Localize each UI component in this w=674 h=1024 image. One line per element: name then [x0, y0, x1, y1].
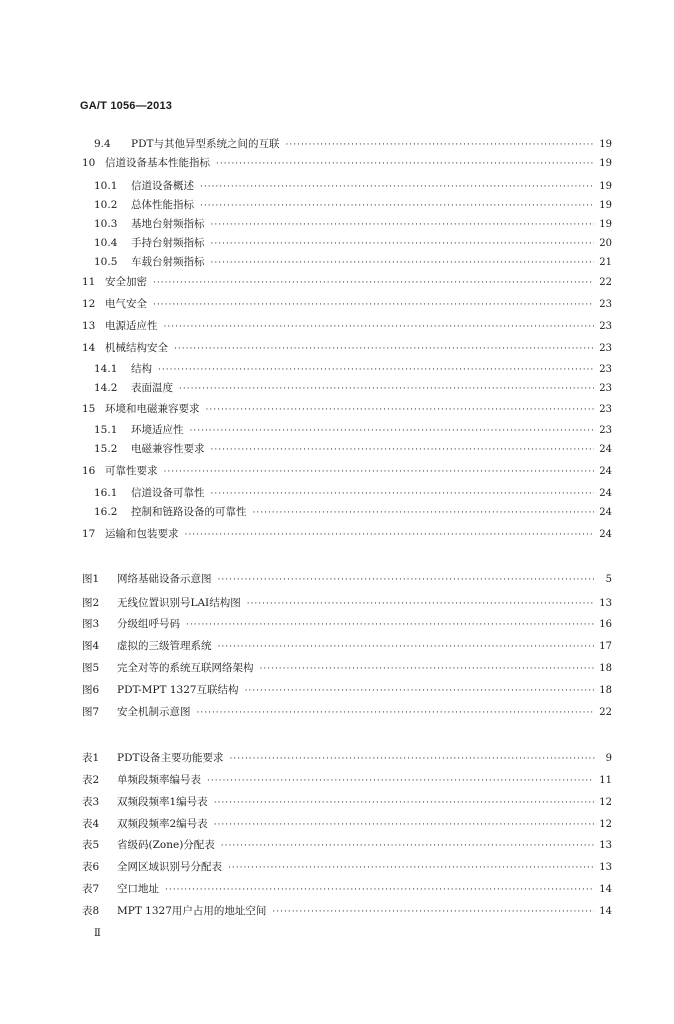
- figures-title: 虚拟的三级管理系统: [117, 640, 212, 652]
- figures-entry[interactable]: [82, 596, 612, 611]
- clauses-title: 总体性能指标: [131, 199, 194, 211]
- leader-dots: [186, 618, 594, 632]
- tables-page-number: 11: [599, 775, 612, 786]
- clauses-number: 12: [82, 298, 96, 310]
- clauses-title: 结构: [131, 363, 152, 375]
- tables-entry[interactable]: [82, 860, 612, 875]
- clauses-number: 17: [82, 528, 96, 540]
- tables-entry[interactable]: [82, 817, 612, 832]
- tables-page-number: 14: [599, 906, 612, 917]
- tables-title: MPT 1327用户占用的地址空间: [117, 905, 267, 917]
- clauses-entry[interactable]: [94, 442, 612, 457]
- tables-entry[interactable]: [82, 795, 612, 810]
- leader-dots: [218, 640, 595, 654]
- clauses-title: 电气安全: [105, 298, 147, 310]
- tables-title: PDT设备主要功能要求: [117, 752, 224, 764]
- leader-dots: [228, 861, 594, 875]
- figures-entry[interactable]: [82, 617, 612, 632]
- clauses-page-number: 24: [599, 507, 612, 518]
- leader-dots: [174, 342, 594, 356]
- clauses-title: 环境和电磁兼容要求: [105, 403, 200, 415]
- clauses-entry[interactable]: [82, 527, 612, 542]
- tables-entry[interactable]: [82, 751, 612, 766]
- clauses-number: 14.1: [94, 363, 118, 375]
- leader-dots: [207, 774, 594, 788]
- figures-title: 完全对等的系统互联网络架构: [117, 662, 254, 674]
- leader-dots: [164, 465, 595, 479]
- clauses-number: 16.1: [94, 487, 118, 499]
- clauses-entry[interactable]: [82, 341, 612, 356]
- clauses-title: 手持台射频指标: [131, 237, 205, 249]
- clauses-entry[interactable]: [94, 137, 612, 152]
- clauses-title: 控制和链路设备的可靠性: [131, 506, 247, 518]
- figures-entry[interactable]: [82, 639, 612, 654]
- figures-page-number: 18: [599, 685, 612, 696]
- leader-dots: [286, 138, 595, 152]
- leader-dots: [211, 487, 595, 501]
- tables-page-number: 14: [599, 884, 612, 895]
- leader-dots: [247, 597, 595, 611]
- clauses-title: PDT与其他异型系统之间的互联: [131, 138, 280, 150]
- clauses-number: 16: [82, 465, 96, 477]
- clauses-page-number: 24: [599, 444, 612, 455]
- tables-title: 双频段频率2编号表: [117, 818, 208, 830]
- leader-dots: [164, 320, 595, 334]
- clauses-page-number: 23: [599, 364, 612, 375]
- figures-title: PDT-MPT 1327互联结构: [117, 684, 239, 696]
- clauses-number: 9.4: [94, 138, 111, 150]
- leader-dots: [214, 796, 595, 810]
- clauses-number: 10: [82, 157, 96, 169]
- clauses-entry[interactable]: [82, 297, 612, 312]
- figures-entry[interactable]: [82, 705, 612, 720]
- clauses-entry[interactable]: [82, 464, 612, 479]
- figures-number: 图6: [82, 684, 100, 696]
- leader-dots: [218, 573, 596, 587]
- leader-dots: [200, 199, 594, 213]
- clauses-page-number: 23: [599, 383, 612, 394]
- tables-title: 全网区域识别号分配表: [117, 861, 222, 873]
- clauses-title: 车载台射频指标: [131, 256, 205, 268]
- figures-title: 无线位置识别号LAI结构图: [117, 597, 241, 609]
- figures-number: 图7: [82, 706, 100, 718]
- clauses-title: 运输和包装要求: [105, 528, 179, 540]
- figures-page-number: 13: [599, 598, 612, 609]
- clauses-page-number: 19: [599, 181, 612, 192]
- tables-page-number: 13: [599, 862, 612, 873]
- clauses-title: 电源适应性: [105, 320, 158, 332]
- figures-number: 图1: [82, 573, 100, 585]
- clauses-title: 环境适应性: [131, 424, 184, 436]
- leader-dots: [179, 382, 594, 396]
- leader-dots: [245, 684, 595, 698]
- figures-title: 分级组呼号码: [117, 618, 180, 630]
- leader-dots: [253, 506, 595, 520]
- tables-number: 表8: [82, 905, 100, 917]
- figures-page-number: 5: [605, 574, 612, 585]
- figures-page-number: 16: [599, 619, 612, 630]
- clauses-entry[interactable]: [94, 423, 612, 438]
- clauses-page-number: 23: [599, 343, 612, 354]
- leader-dots: [197, 706, 595, 720]
- leader-dots: [158, 363, 594, 377]
- clauses-number: 15.1: [94, 424, 118, 436]
- clauses-title: 基地台射频指标: [131, 218, 205, 230]
- clauses-number: 15.2: [94, 443, 118, 455]
- clauses-page-number: 23: [599, 321, 612, 332]
- leader-dots: [185, 528, 595, 542]
- tables-title: 单频段频率编号表: [117, 774, 201, 786]
- clauses-entry[interactable]: [94, 505, 612, 520]
- leader-dots: [190, 424, 595, 438]
- tables-page-number: 12: [599, 819, 612, 830]
- clauses-page-number: 24: [599, 488, 612, 499]
- clauses-title: 安全加密: [105, 276, 147, 288]
- clauses-page-number: 19: [599, 158, 612, 169]
- tables-page-number: 9: [605, 753, 612, 764]
- clauses-number: 10.3: [94, 218, 118, 230]
- tables-title: 省级码(Zone)分配表: [117, 839, 215, 851]
- clauses-entry[interactable]: [94, 362, 612, 377]
- clauses-number: 11: [82, 276, 96, 288]
- leader-dots: [214, 818, 595, 832]
- figures-page-number: 22: [599, 707, 612, 718]
- clauses-page-number: 23: [599, 425, 612, 436]
- clauses-entry[interactable]: [94, 198, 612, 213]
- figures-number: 图5: [82, 662, 100, 674]
- clauses-entry[interactable]: [82, 402, 612, 417]
- clauses-entry[interactable]: [82, 275, 612, 290]
- clauses-entry[interactable]: [94, 486, 612, 501]
- leader-dots: [272, 905, 594, 919]
- tables-number: 表6: [82, 861, 100, 873]
- figures-page-number: 18: [599, 663, 612, 674]
- tables-number: 表4: [82, 818, 100, 830]
- leader-dots: [206, 403, 595, 417]
- leader-dots: [221, 839, 594, 853]
- leader-dots: [211, 218, 595, 232]
- figures-entry[interactable]: [82, 572, 612, 587]
- tables-page-number: 12: [599, 797, 612, 808]
- document-id: GA/T 1056—2013: [80, 100, 173, 112]
- leader-dots: [165, 883, 594, 897]
- clauses-entry[interactable]: [82, 319, 612, 334]
- clauses-page-number: 23: [599, 299, 612, 310]
- clauses-title: 电磁兼容性要求: [131, 443, 205, 455]
- leader-dots: [200, 180, 594, 194]
- tables-page-number: 13: [599, 840, 612, 851]
- clauses-title: 可靠性要求: [105, 465, 158, 477]
- clauses-title: 表面温度: [131, 382, 173, 394]
- clauses-entry[interactable]: [94, 255, 612, 270]
- figures-number: 图3: [82, 618, 100, 630]
- clauses-title: 机械结构安全: [105, 342, 168, 354]
- clauses-page-number: 24: [599, 529, 612, 540]
- clauses-entry[interactable]: [82, 156, 612, 171]
- figures-title: 安全机制示意图: [117, 706, 191, 718]
- clauses-number: 15: [82, 403, 96, 415]
- clauses-number: 10.2: [94, 199, 118, 211]
- figures-number: 图4: [82, 640, 100, 652]
- clauses-number: 10.1: [94, 180, 118, 192]
- leader-dots: [153, 298, 594, 312]
- tables-title: 空口地址: [117, 883, 159, 895]
- tables-entry[interactable]: [82, 882, 612, 897]
- leader-dots: [216, 157, 594, 171]
- clauses-number: 16.2: [94, 506, 118, 518]
- leader-dots: [260, 662, 595, 676]
- tables-number: 表3: [82, 796, 100, 808]
- leader-dots: [211, 256, 595, 270]
- tables-number: 表2: [82, 774, 100, 786]
- leader-dots: [230, 752, 596, 766]
- figures-title: 网络基础设备示意图: [117, 573, 212, 585]
- tables-entry[interactable]: [82, 773, 612, 788]
- clauses-page-number: 22: [599, 277, 612, 288]
- leader-dots: [153, 276, 594, 290]
- clauses-number: 10.5: [94, 256, 118, 268]
- page-number: Ⅱ: [94, 928, 101, 939]
- clauses-title: 信道设备基本性能指标: [105, 157, 210, 169]
- clauses-number: 14.2: [94, 382, 118, 394]
- figures-number: 图2: [82, 597, 100, 609]
- clauses-entry[interactable]: [94, 179, 612, 194]
- clauses-page-number: 19: [599, 219, 612, 230]
- clauses-number: 14: [82, 342, 96, 354]
- clauses-title: 信道设备概述: [131, 180, 194, 192]
- tables-number: 表5: [82, 839, 100, 851]
- tables-number: 表1: [82, 752, 100, 764]
- clauses-entry[interactable]: [94, 217, 612, 232]
- figures-entry[interactable]: [82, 683, 612, 698]
- clauses-page-number: 24: [599, 466, 612, 477]
- tables-entry[interactable]: [82, 838, 612, 853]
- clauses-title: 信道设备可靠性: [131, 487, 205, 499]
- leader-dots: [211, 237, 595, 251]
- tables-entry[interactable]: [82, 904, 612, 919]
- clauses-entry[interactable]: [94, 236, 612, 251]
- clauses-entry[interactable]: [94, 381, 612, 396]
- clauses-number: 10.4: [94, 237, 118, 249]
- figures-entry[interactable]: [82, 661, 612, 676]
- clauses-number: 13: [82, 320, 96, 332]
- tables-title: 双频段频率1编号表: [117, 796, 208, 808]
- clauses-page-number: 19: [599, 200, 612, 211]
- clauses-page-number: 23: [599, 404, 612, 415]
- clauses-page-number: 20: [599, 238, 612, 249]
- leader-dots: [211, 443, 595, 457]
- clauses-page-number: 21: [599, 257, 612, 268]
- figures-page-number: 17: [599, 641, 612, 652]
- clauses-page-number: 19: [599, 139, 612, 150]
- tables-number: 表7: [82, 883, 100, 895]
